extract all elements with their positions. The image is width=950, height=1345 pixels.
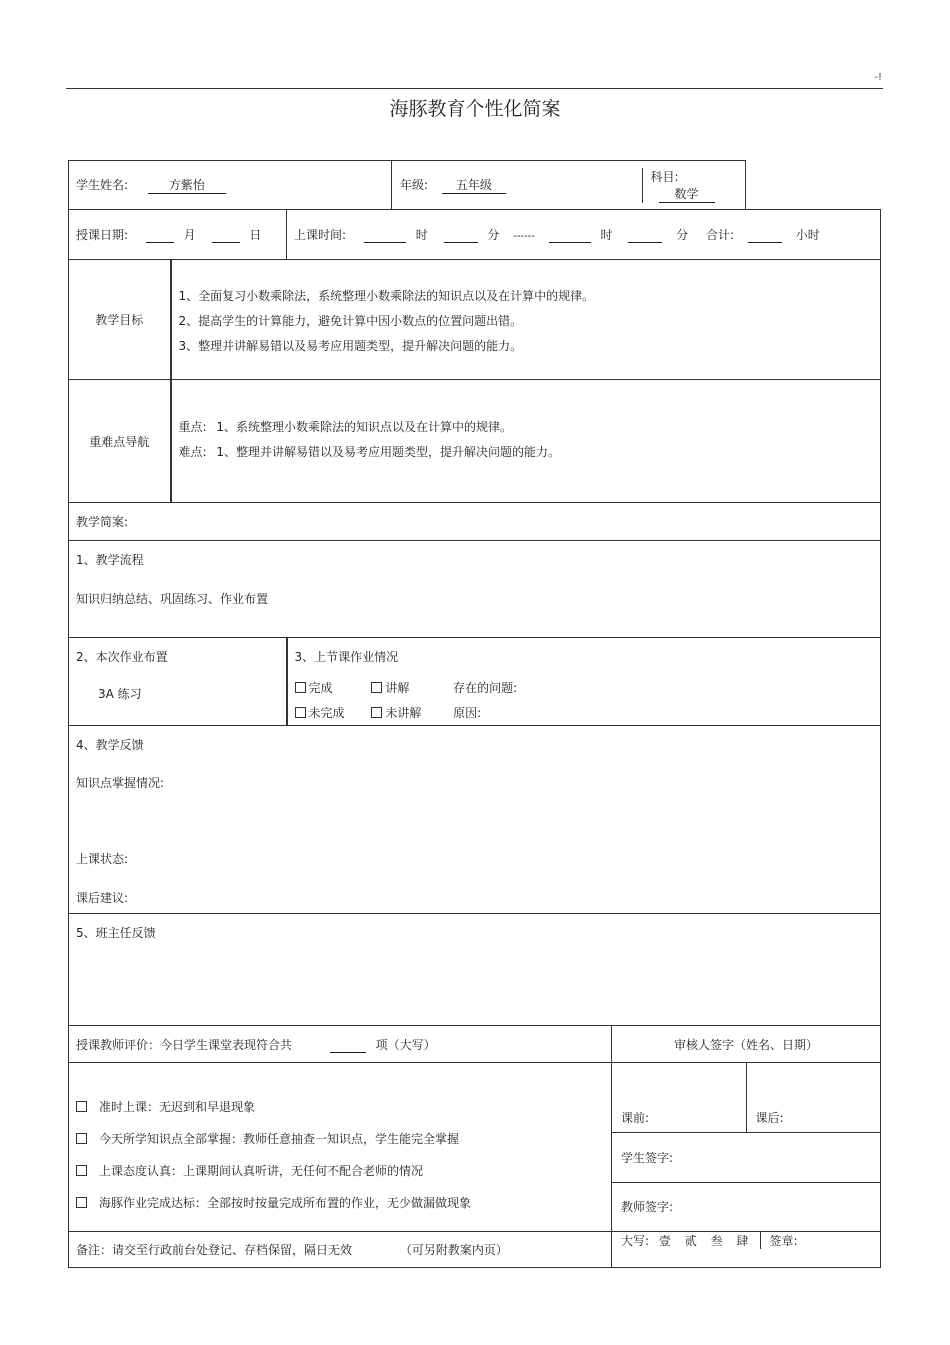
subject-group bbox=[642, 168, 738, 203]
checkbox-icon bbox=[371, 707, 382, 718]
page-title: 海豚教育个性化简案 bbox=[389, 98, 561, 120]
hours-unit: 小时 bbox=[795, 228, 820, 242]
student-name-value[interactable]: 方紫怡 bbox=[148, 176, 226, 194]
key-point-text: 1、系统整理小数乘除法的知识点以及在计算中的规律。 bbox=[216, 420, 513, 434]
grade-inner bbox=[400, 168, 738, 203]
goal-item: 3、整理并讲解易错以及易考应用题类型，提升解决问题的能力。 bbox=[178, 339, 523, 353]
start-minute-blank[interactable] bbox=[444, 228, 478, 243]
evaluation-checklist bbox=[69, 1063, 612, 1232]
evaluation-item-label: 海豚作业完成达标：全部按时按量完成所布置的作业，无少做漏做现象 bbox=[99, 1196, 472, 1210]
done-label: 完成 bbox=[308, 681, 333, 695]
lesson-plan-form bbox=[68, 160, 881, 1268]
capital-label: 大写: bbox=[621, 1234, 650, 1248]
homework-content[interactable]: 3A 练习 bbox=[98, 687, 142, 701]
evaluation-item[interactable] bbox=[76, 1155, 604, 1187]
checkbox-icon bbox=[371, 682, 382, 693]
grade-label: 年级: bbox=[400, 178, 429, 192]
capital-cell bbox=[612, 1232, 760, 1249]
key-point-line bbox=[179, 415, 874, 440]
signature-table bbox=[612, 1063, 880, 1231]
problems-label: 存在的问题: bbox=[453, 681, 518, 695]
student-sign-cell[interactable] bbox=[612, 1132, 880, 1182]
start-hour-blank[interactable] bbox=[364, 228, 406, 243]
checkbox-icon bbox=[76, 1197, 87, 1208]
footer-note-cell bbox=[69, 1232, 612, 1268]
homework-cell bbox=[69, 638, 287, 726]
keypoints-label: 重难点导航 bbox=[89, 434, 150, 449]
plan-label: 教学简案: bbox=[76, 515, 129, 529]
not-explained-option[interactable] bbox=[371, 704, 449, 721]
not-done-option[interactable] bbox=[295, 704, 368, 721]
footer-sign-area bbox=[612, 1232, 881, 1268]
advice-label: 课后建议: bbox=[76, 891, 129, 905]
evaluation-count-blank[interactable] bbox=[330, 1038, 366, 1053]
evaluation-suffix: 项（大写） bbox=[375, 1037, 436, 1052]
teacher-feedback-title: 5、班主任反馈 bbox=[76, 926, 156, 940]
day-blank[interactable] bbox=[212, 228, 240, 243]
evaluation-item-label: 准时上课：无迟到和早退现象 bbox=[99, 1100, 256, 1114]
subject-value[interactable]: 数学 bbox=[659, 185, 715, 203]
before-class-label: 课前: bbox=[621, 1110, 650, 1125]
start-hour-label: 时 bbox=[415, 228, 428, 242]
flow-cell bbox=[69, 541, 881, 638]
seal-label: 签章: bbox=[769, 1234, 798, 1248]
end-minute-blank[interactable] bbox=[628, 228, 662, 243]
not-explained-label: 未讲解 bbox=[385, 706, 422, 720]
goals-label-cell bbox=[69, 260, 171, 380]
end-hour-label: 时 bbox=[600, 228, 613, 242]
review-sign-label: 审核人签字（姓名、日期） bbox=[674, 1037, 819, 1052]
footer-note-extra: （可另附教案内页） bbox=[399, 1243, 508, 1257]
goal-item: 2、提高学生的计算能力，避免计算中因小数点的位置问题出错。 bbox=[178, 314, 523, 328]
difficulty-text: 1、整理并讲解易错以及易考应用题类型，提升解决问题的能力。 bbox=[216, 445, 561, 459]
feedback-title: 4、教学反馈 bbox=[76, 738, 144, 752]
start-minute-label: 分 bbox=[487, 228, 500, 242]
date-cell bbox=[69, 210, 287, 260]
student-sign-label: 学生签字: bbox=[621, 1150, 674, 1165]
class-time-label: 上课时间: bbox=[294, 228, 347, 242]
goals-label: 教学目标 bbox=[95, 313, 144, 327]
checkbox-icon bbox=[76, 1101, 87, 1112]
checkbox-icon bbox=[76, 1165, 87, 1176]
reason-label: 原因: bbox=[453, 706, 482, 720]
header-rule bbox=[66, 88, 883, 89]
evaluation-item[interactable] bbox=[76, 1187, 604, 1219]
difficulty-label: 难点: bbox=[178, 445, 207, 459]
evaluation-item[interactable] bbox=[76, 1123, 604, 1155]
teacher-sign-cell[interactable] bbox=[612, 1182, 880, 1231]
footer-sign-table bbox=[612, 1232, 880, 1249]
end-minute-label: 分 bbox=[676, 228, 689, 242]
last-homework-cell bbox=[287, 638, 881, 726]
after-class-cell[interactable] bbox=[746, 1063, 880, 1132]
checkbox-icon bbox=[76, 1133, 87, 1144]
goals-content bbox=[171, 260, 881, 380]
status-label: 上课状态: bbox=[76, 852, 129, 866]
grade-cell bbox=[392, 161, 746, 210]
evaluation-item-label: 今天所学知识点全部掌握：教师任意抽查一知识点，学生能完全掌握 bbox=[99, 1132, 460, 1146]
evaluation-label: 授课教师评价：今日学生课堂表现符合共 bbox=[76, 1037, 293, 1052]
capital-2[interactable]: 贰 bbox=[684, 1234, 697, 1248]
keypoints-label-cell bbox=[69, 380, 171, 503]
capital-1[interactable]: 壹 bbox=[658, 1234, 671, 1248]
class-time-cell bbox=[287, 210, 881, 260]
key-point-label: 重点: bbox=[178, 420, 207, 434]
end-hour-blank[interactable] bbox=[549, 228, 591, 243]
explained-label: 讲解 bbox=[385, 681, 410, 695]
evaluation-header-cell bbox=[69, 1026, 612, 1063]
total-hours-blank[interactable] bbox=[748, 228, 782, 243]
seal-cell[interactable] bbox=[760, 1232, 880, 1249]
corner-mark: -! bbox=[874, 72, 882, 83]
checkbox-icon bbox=[295, 682, 306, 693]
goal-item: 1、全面复习小数乘除法，系统整理小数乘除法的知识点以及在计算中的规律。 bbox=[178, 289, 595, 303]
not-done-label: 未完成 bbox=[308, 706, 345, 720]
time-dash: ------ bbox=[513, 231, 535, 242]
month-label: 月 bbox=[183, 228, 196, 242]
before-class-cell[interactable] bbox=[612, 1063, 746, 1132]
grade-group bbox=[400, 168, 642, 203]
flow-content: 知识归纳总结、巩固练习、作业布置 bbox=[76, 592, 269, 606]
date-label: 授课日期: bbox=[76, 228, 129, 242]
checkbox-icon bbox=[295, 707, 306, 718]
total-label: 合计: bbox=[706, 228, 735, 242]
grade-value[interactable]: 五年级 bbox=[442, 176, 506, 194]
mastery-label: 知识点掌握情况: bbox=[76, 776, 165, 790]
student-name-cell bbox=[69, 161, 392, 210]
feedback-cell bbox=[69, 726, 881, 914]
plan-cell bbox=[69, 503, 881, 541]
last-homework-row1 bbox=[295, 679, 874, 696]
evaluation-item-label: 上课态度认真：上课期间认真听讲，无任何不配合老师的情况 bbox=[99, 1164, 424, 1178]
explained-option[interactable] bbox=[371, 679, 449, 696]
teacher-feedback-cell bbox=[69, 914, 881, 1026]
keypoints-content bbox=[171, 380, 881, 503]
footer-note: 备注：请交至行政前台处登记、存档保留，隔日无效 bbox=[76, 1243, 353, 1257]
homework-title: 2、本次作业布置 bbox=[76, 650, 168, 664]
last-homework-row2 bbox=[295, 704, 874, 721]
student-name-label: 学生姓名: bbox=[76, 178, 129, 192]
capital-4[interactable]: 肆 bbox=[736, 1234, 749, 1248]
flow-title: 1、教学流程 bbox=[76, 553, 144, 567]
capital-3[interactable]: 叁 bbox=[710, 1234, 723, 1248]
last-homework-title: 3、上节课作业情况 bbox=[294, 650, 399, 664]
month-blank[interactable] bbox=[146, 228, 174, 243]
day-label: 日 bbox=[249, 228, 262, 242]
subject-label: 科目: bbox=[650, 169, 679, 184]
evaluation-item[interactable] bbox=[76, 1091, 604, 1123]
after-class-label: 课后: bbox=[755, 1110, 784, 1125]
teacher-sign-label: 教师签字: bbox=[621, 1200, 674, 1215]
signature-area bbox=[612, 1063, 881, 1232]
done-option[interactable] bbox=[295, 679, 368, 696]
difficulty-line bbox=[179, 440, 874, 465]
review-sign-cell bbox=[612, 1026, 881, 1063]
